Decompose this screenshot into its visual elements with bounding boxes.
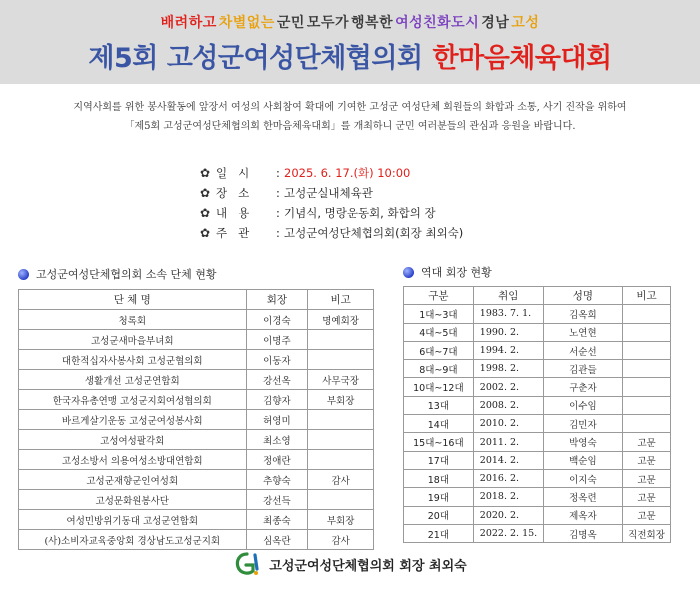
slogan-word: 행복한 (351, 15, 394, 31)
table-cell: 2016. 2. (473, 469, 543, 487)
table-cell: 고문 (623, 451, 671, 469)
org-table-row (19, 510, 374, 530)
slogan-word: 고성 (511, 15, 540, 31)
history-table-row (404, 433, 671, 451)
table-cell: 제옥자 (543, 506, 622, 524)
table-cell: 고성문화원봉사단 (19, 490, 247, 510)
history-table-row (404, 451, 671, 469)
info-separator: : (276, 206, 280, 220)
header-banner (0, 0, 700, 84)
table-cell: 바르게살기운동 고성군여성봉사회 (19, 410, 247, 430)
table-cell: 김민자 (543, 415, 622, 433)
table-cell: 김향자 (246, 390, 308, 410)
slogan-word: 배려하고 (160, 15, 217, 31)
table-cell (623, 396, 671, 414)
info-label: 일시 (216, 166, 261, 180)
table-cell: 고성여성팔각회 (19, 430, 247, 450)
table-cell: 여성민방위기동대 고성군연합회 (19, 510, 247, 530)
org-table-row (19, 390, 374, 410)
table-cell: 강선득 (246, 490, 308, 510)
table-cell: 2022. 2. 15. (473, 524, 543, 542)
intro-line-1: 지역사회를 위한 봉사활동에 앞장서 여성의 사회참여 확대에 기여한 고성군 여성단체 회원들의 화합과 소통, 사기 진작을 위하여 (73, 102, 627, 113)
history-table-row (404, 305, 671, 323)
table-cell: 고성군재향군인여성회 (19, 470, 247, 490)
info-separator: : (276, 186, 280, 200)
table-cell: 1990. 2. (473, 323, 543, 341)
table-cell: 고문 (623, 469, 671, 487)
info-label: 장소 (216, 186, 261, 200)
table-cell (623, 305, 671, 323)
org-table-row (19, 350, 374, 370)
table-cell (308, 350, 374, 370)
table-cell: 추향숙 (246, 470, 308, 490)
slogan-word: 여성친화도시 (395, 15, 480, 31)
table-cell: 최소영 (246, 430, 308, 450)
table-cell: 2002. 2. (473, 378, 543, 396)
bullet-icon (403, 267, 414, 278)
slogan (0, 12, 700, 32)
table-cell: 청록회 (19, 310, 247, 330)
table-cell: 생활개선 고성군연합회 (19, 370, 247, 390)
table-cell: 6대~7대 (404, 341, 474, 359)
table-cell: 김옥희 (543, 305, 622, 323)
history-table-row (404, 415, 671, 433)
table-cell (623, 415, 671, 433)
info-value: 고성군실내체육관 (284, 186, 373, 200)
table-cell: 노연현 (543, 323, 622, 341)
table-cell: 고성군새마을부녀회 (19, 330, 247, 350)
table-cell: 1994. 2. (473, 341, 543, 359)
table-cell: 정옥련 (543, 488, 622, 506)
table-cell: 명예회장 (308, 310, 374, 330)
title-organization: 제5회 고성군여성단체협의회 (88, 43, 423, 74)
table-cell (308, 450, 374, 470)
info-separator: : (276, 166, 280, 180)
info-row (200, 183, 560, 203)
history-table-row (404, 360, 671, 378)
table-cell: 1983. 7. 1. (473, 305, 543, 323)
table-cell: 10대~12대 (404, 378, 474, 396)
table-cell: 고성소방서 의용여성소방대연합회 (19, 450, 247, 470)
intro-line-2: 「제5회 고성군여성단체협의회 한마음체육대회」를 개최하니 군민 여러분들의 관심과 응원을 바랍니다. (124, 121, 576, 132)
table-cell (308, 410, 374, 430)
org-section-title: 고성군여성단체협의회 소속 단체 현황 (18, 266, 217, 282)
table-cell: 고문 (623, 433, 671, 451)
info-value: 2025. 6. 17.(화) 10:00 (284, 166, 411, 180)
info-row (200, 203, 560, 223)
table-cell: 13대 (404, 396, 474, 414)
table-cell: 심옥란 (246, 530, 308, 550)
table-cell: 21대 (404, 524, 474, 542)
footer-text: 고성군여성단체협의회 회장 최외숙 (269, 558, 467, 574)
table-cell: 고문 (623, 506, 671, 524)
history-table-row (404, 524, 671, 542)
info-row (200, 223, 560, 243)
history-table-row (404, 488, 671, 506)
table-cell: 2010. 2. (473, 415, 543, 433)
table-cell: 한국자유총연맹 고성군지회여성협의회 (19, 390, 247, 410)
table-cell: 4대~5대 (404, 323, 474, 341)
history-table-row (404, 378, 671, 396)
history-table (403, 286, 671, 543)
table-cell: 서순선 (543, 341, 622, 359)
table-cell: 이수임 (543, 396, 622, 414)
slogan-word: 차별없는 (218, 15, 275, 31)
intro-text (20, 98, 680, 136)
flower-bullet-icon: ✿ (200, 206, 211, 220)
table-cell: 8대~9대 (404, 360, 474, 378)
table-cell: 사무국장 (308, 370, 374, 390)
event-info (200, 163, 560, 243)
table-cell (308, 330, 374, 350)
table-cell: 17대 (404, 451, 474, 469)
table-cell: 박영숙 (543, 433, 622, 451)
table-cell: 2011. 2. (473, 433, 543, 451)
table-cell: 구춘자 (543, 378, 622, 396)
org-table-row (19, 490, 374, 510)
bullet-icon (18, 269, 29, 280)
title-event: 한마음체육대회 (432, 43, 612, 74)
org-table-row (19, 370, 374, 390)
table-cell: 최종숙 (246, 510, 308, 530)
history-section-title: 역대 회장 현황 (403, 264, 492, 280)
table-cell (308, 430, 374, 450)
table-cell (623, 341, 671, 359)
slogan-word: 군민 (276, 15, 305, 31)
table-cell: 감사 (308, 530, 374, 550)
table-cell: 2008. 2. (473, 396, 543, 414)
table-cell: 이명주 (246, 330, 308, 350)
table-cell: 정애란 (246, 450, 308, 470)
table-cell: 고문 (623, 488, 671, 506)
table-cell: 직전회장 (623, 524, 671, 542)
table-cell: 허영미 (246, 410, 308, 430)
org-header-note: 비고 (308, 290, 374, 310)
slogan-word: 모두가 (306, 15, 349, 31)
info-row (200, 163, 560, 183)
history-table-row (404, 506, 671, 524)
table-cell: 김명옥 (543, 524, 622, 542)
table-cell: 2020. 2. (473, 506, 543, 524)
org-table-row (19, 430, 374, 450)
history-table-row (404, 341, 671, 359)
table-cell: 1대~3대 (404, 305, 474, 323)
table-cell (623, 360, 671, 378)
history-table-row (404, 469, 671, 487)
org-table (18, 289, 374, 550)
org-header-name: 단 체 명 (19, 290, 247, 310)
table-cell: 2014. 2. (473, 451, 543, 469)
flower-bullet-icon: ✿ (200, 166, 211, 180)
table-cell: 1998. 2. (473, 360, 543, 378)
table-cell: 2018. 2. (473, 488, 543, 506)
history-header-name: 성명 (543, 287, 622, 305)
table-cell: 19대 (404, 488, 474, 506)
org-table-row (19, 410, 374, 430)
footer-signature (0, 551, 700, 577)
slogan-word: 경남 (481, 15, 510, 31)
info-label: 내용 (216, 206, 261, 220)
table-cell: 부회장 (308, 510, 374, 530)
table-cell: 15대~16대 (404, 433, 474, 451)
page-title (0, 36, 700, 75)
table-cell: 이경숙 (246, 310, 308, 330)
history-header-note: 비고 (623, 287, 671, 305)
table-cell: 이동자 (246, 350, 308, 370)
org-table-row (19, 330, 374, 350)
table-cell: 20대 (404, 506, 474, 524)
history-header-term: 구분 (404, 287, 474, 305)
history-header-inaugurated: 취임 (473, 287, 543, 305)
table-cell: 이지숙 (543, 469, 622, 487)
org-table-row (19, 530, 374, 550)
flower-bullet-icon: ✿ (200, 226, 211, 240)
table-cell: 14대 (404, 415, 474, 433)
table-cell: 부회장 (308, 390, 374, 410)
info-value: 기념식, 명랑운동회, 화합의 장 (284, 206, 436, 220)
org-table-row (19, 470, 374, 490)
table-cell (308, 490, 374, 510)
info-label: 주관 (216, 226, 261, 240)
info-separator: : (276, 226, 280, 240)
table-cell: (사)소비자교육중앙회 경상남도고성군지회 (19, 530, 247, 550)
table-cell: 강선옥 (246, 370, 308, 390)
info-value: 고성군여성단체협의회(회장 최외숙) (284, 226, 464, 240)
table-cell: 대한적십자사봉사회 고성군협의회 (19, 350, 247, 370)
org-header-president: 회장 (246, 290, 308, 310)
table-cell (623, 378, 671, 396)
association-logo-icon (233, 551, 261, 577)
table-cell: 김관들 (543, 360, 622, 378)
org-table-row (19, 310, 374, 330)
history-table-row (404, 396, 671, 414)
table-cell: 18대 (404, 469, 474, 487)
flower-bullet-icon: ✿ (200, 186, 211, 200)
history-table-row (404, 323, 671, 341)
table-cell: 감사 (308, 470, 374, 490)
org-table-row (19, 450, 374, 470)
table-cell (623, 323, 671, 341)
table-cell: 백순임 (543, 451, 622, 469)
